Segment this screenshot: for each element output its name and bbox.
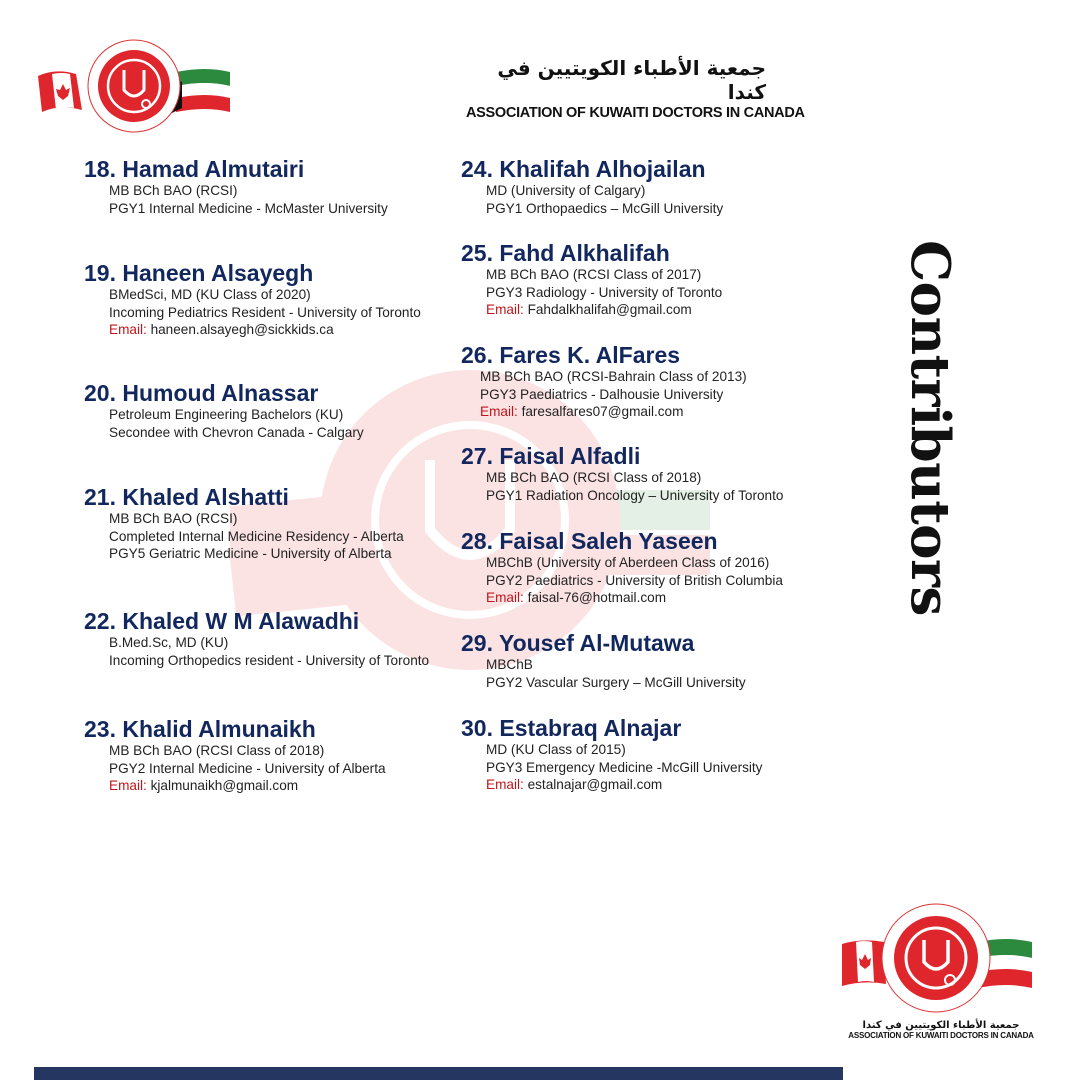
email-label: Email: bbox=[109, 322, 147, 337]
contributor-email-line bbox=[461, 776, 762, 794]
contributor-entry bbox=[461, 156, 723, 217]
email-label: Email: bbox=[486, 302, 524, 317]
contributor-entry bbox=[461, 240, 722, 319]
contributor-entry bbox=[84, 156, 388, 217]
contributor-email[interactable]: kjalmunaikh@gmail.com bbox=[150, 778, 299, 793]
contributor-name: 28. Faisal Saleh Yaseen bbox=[461, 528, 718, 554]
contributor-entry bbox=[461, 443, 783, 504]
canada-flag-icon bbox=[842, 940, 886, 986]
contributor-position: PGY1 Radiation Oncology – University of Toronto bbox=[486, 487, 784, 503]
association-logo bbox=[36, 38, 232, 134]
contributor-email[interactable]: faresalfares07@gmail.com bbox=[521, 404, 684, 419]
header-title-arabic: جمعية الأطباء الكويتيين في كندا bbox=[497, 56, 766, 104]
contributor-degree: MB BCh BAO (RCSI Class of 2017) bbox=[486, 267, 702, 282]
footer-logo-caption bbox=[846, 1020, 1036, 1040]
contributor-entry bbox=[84, 608, 429, 669]
contributor-position: PGY5 Geriatric Medicine - University of Alberta bbox=[109, 546, 392, 561]
contributor-name: 20. Humoud Alnassar bbox=[84, 380, 319, 406]
contributor-entry bbox=[84, 716, 386, 795]
contributor-email-line bbox=[84, 321, 421, 339]
contributor-name: 27. Faisal Alfadli bbox=[461, 443, 641, 469]
contributor-position: Completed Internal Medicine Residency - Alberta bbox=[109, 528, 404, 544]
contributor-email[interactable]: faisal-76@hotmail.com bbox=[527, 590, 667, 605]
contributor-email-line bbox=[84, 777, 386, 795]
contributor-name: 21. Khaled Alshatti bbox=[84, 484, 289, 510]
contributor-degree: MBChB bbox=[486, 657, 533, 672]
contributor-degree: MB BCh BAO (RCSI Class of 2018) bbox=[486, 470, 702, 485]
contributor-entry bbox=[84, 484, 404, 563]
contributor-position: Secondee with Chevron Canada - Calgary bbox=[109, 424, 364, 440]
contributors-title-text: Contributors bbox=[899, 240, 961, 616]
contributor-degree: Petroleum Engineering Bachelors (KU) bbox=[109, 407, 344, 422]
contributor-position: PGY2 Vascular Surgery – McGill University bbox=[486, 674, 746, 690]
contributor-name: 22. Khaled W M Alawadhi bbox=[84, 608, 360, 634]
contributor-name: 24. Khalifah Alhojailan bbox=[461, 156, 706, 182]
contributor-name: 30. Estabraq Alnajar bbox=[461, 715, 682, 741]
footer-bar bbox=[34, 1067, 843, 1080]
contributor-degree: BMedSci, MD (KU Class of 2020) bbox=[109, 287, 311, 302]
email-label: Email: bbox=[486, 777, 524, 792]
email-label: Email: bbox=[480, 404, 518, 419]
contributor-position: PGY1 Internal Medicine - McMaster University bbox=[109, 200, 388, 216]
contributor-position: Incoming Orthopedics resident - University of Toronto bbox=[109, 652, 430, 668]
footer-title-english: ASSOCIATION OF KUWAITI DOCTORS IN CANADA bbox=[848, 1031, 1034, 1040]
contributor-entry bbox=[461, 342, 747, 421]
contributor-degree: MB BCh BAO (RCSI Class of 2018) bbox=[109, 743, 325, 758]
contributor-entry bbox=[461, 528, 783, 607]
contributor-degree: MB BCh BAO (RCSI) bbox=[109, 183, 238, 198]
contributor-name: 19. Haneen Alsayegh bbox=[84, 260, 314, 286]
association-header bbox=[466, 56, 805, 121]
contributor-position: PGY1 Orthopaedics – McGill University bbox=[486, 200, 724, 216]
contributor-degree: B.Med.Sc, MD (KU) bbox=[109, 635, 229, 650]
contributor-degree: MB BCh BAO (RCSI) bbox=[109, 511, 238, 526]
contributor-degree: MD (KU Class of 2015) bbox=[486, 742, 626, 757]
email-label: Email: bbox=[109, 778, 147, 793]
contributor-position: PGY3 Radiology - University of Toronto bbox=[486, 284, 723, 300]
contributor-email-line bbox=[461, 589, 783, 607]
footer-title-arabic: جمعية الأطباء الكويتيين في كندا bbox=[862, 1020, 1020, 1031]
contributor-degree: MD (University of Calgary) bbox=[486, 183, 646, 198]
contributor-entry bbox=[461, 715, 762, 794]
contributor-position: PGY3 Paediatrics - Dalhousie University bbox=[480, 386, 724, 402]
contributor-email-line bbox=[461, 301, 722, 319]
contributor-email[interactable]: Fahdalkhalifah@gmail.com bbox=[527, 302, 692, 317]
header-title-english: ASSOCIATION OF KUWAITI DOCTORS IN CANADA bbox=[466, 105, 805, 121]
contributor-position: PGY2 Paediatrics - University of British Columbia bbox=[486, 572, 783, 588]
contributor-name: 29. Yousef Al-Mutawa bbox=[461, 630, 695, 656]
contributor-degree: MB BCh BAO (RCSI-Bahrain Class of 2013) bbox=[480, 369, 747, 384]
contributor-email-line bbox=[461, 403, 747, 421]
contributor-name: 23. Khalid Almunaikh bbox=[84, 716, 316, 742]
contributor-email[interactable]: haneen.alsayegh@sickkids.ca bbox=[150, 322, 334, 337]
footer-association-logo bbox=[842, 902, 1032, 1018]
contributors-title bbox=[899, 240, 961, 700]
email-label: Email: bbox=[486, 590, 524, 605]
contributor-name: 26. Fares K. AlFares bbox=[461, 342, 681, 368]
contributor-position: PGY2 Internal Medicine - University of Alberta bbox=[109, 760, 386, 776]
contributor-position: Incoming Pediatrics Resident - University of Toronto bbox=[109, 304, 421, 320]
contributor-degree: MBChB (University of Aberdeen Class of 2016) bbox=[486, 555, 770, 570]
canada-flag-icon bbox=[38, 71, 82, 112]
contributor-name: 18. Hamad Almutairi bbox=[84, 156, 305, 182]
contributor-entry bbox=[84, 380, 364, 441]
contributor-position: PGY3 Emergency Medicine -McGill University bbox=[486, 759, 763, 775]
contributor-entry bbox=[461, 630, 746, 691]
contributor-name: 25. Fahd Alkhalifah bbox=[461, 240, 670, 266]
contributor-email[interactable]: estalnajar@gmail.com bbox=[527, 777, 663, 792]
contributor-entry bbox=[84, 260, 421, 339]
